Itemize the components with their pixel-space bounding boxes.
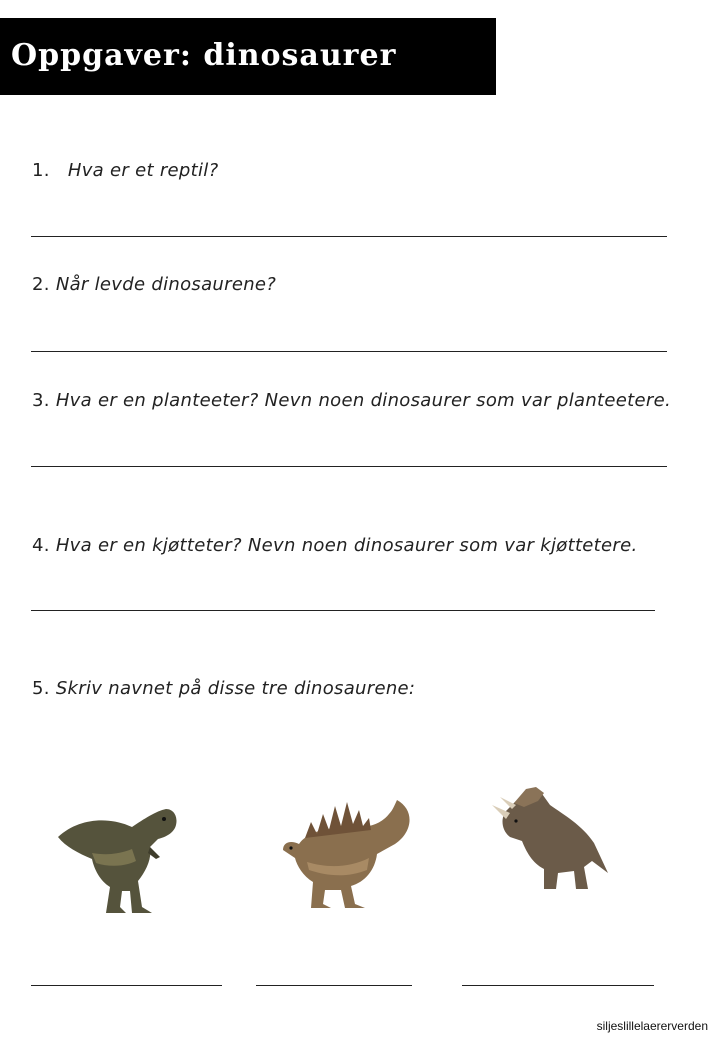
question-3 <box>32 390 671 411</box>
answer-line-4[interactable] <box>31 610 655 611</box>
question-text: Hva er en kjøtteter? Nevn noen dinosaurer som var kjøttetere. <box>55 535 638 556</box>
tyrannosaurus-image <box>52 795 182 920</box>
question-text: Hva er et reptil? <box>67 160 219 181</box>
name-line-1[interactable] <box>31 985 222 986</box>
question-1 <box>32 160 218 181</box>
question-text: Skriv navnet på disse tre dinosaurene: <box>55 678 416 699</box>
question-number: 3. <box>32 390 50 411</box>
answer-line-3[interactable] <box>31 466 667 467</box>
question-number: 1. <box>32 160 50 181</box>
stegosaurus-image <box>277 792 417 912</box>
name-line-2[interactable] <box>256 985 412 986</box>
footer-credit: siljeslillelaererverden <box>596 1019 708 1033</box>
triceratops-image <box>492 785 610 895</box>
question-text: Når levde dinosaurene? <box>55 274 277 295</box>
answer-line-2[interactable] <box>31 351 667 352</box>
question-number: 4. <box>32 535 50 556</box>
question-4 <box>32 535 638 556</box>
question-number: 5. <box>32 678 50 699</box>
question-5 <box>32 678 415 699</box>
question-number: 2. <box>32 274 50 295</box>
question-2 <box>32 274 276 295</box>
page-title: Oppgaver: dinosaurer <box>11 38 397 73</box>
name-line-3[interactable] <box>462 985 654 986</box>
question-text: Hva er en planteeter? Nevn noen dinosaurer som var planteetere. <box>55 390 671 411</box>
answer-line-1[interactable] <box>31 236 667 237</box>
